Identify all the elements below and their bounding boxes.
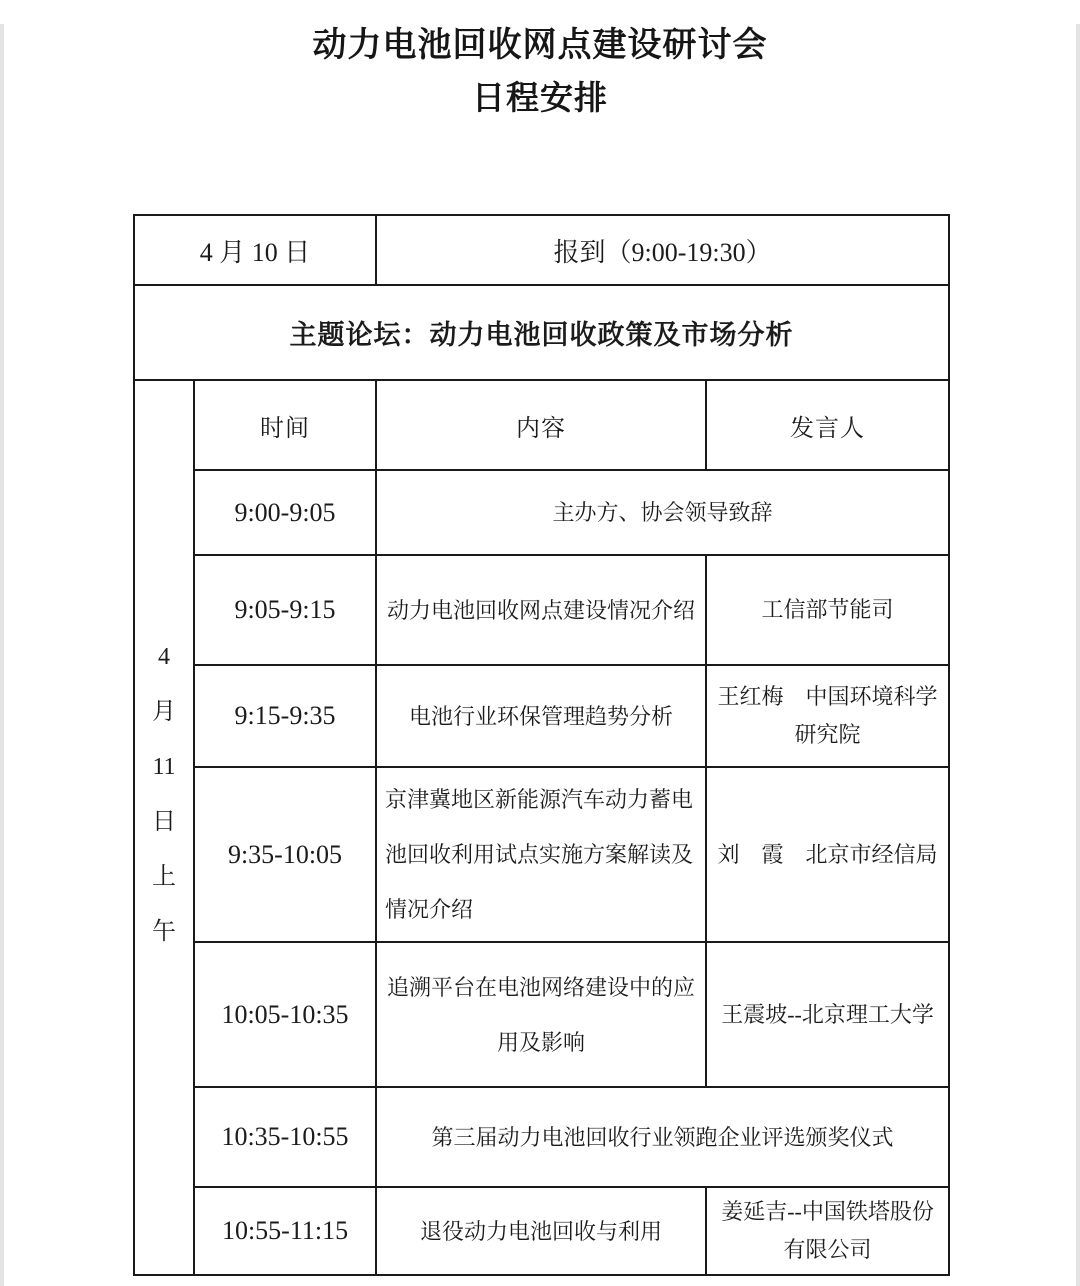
content-cell: 动力电池回收网点建设情况介绍: [376, 555, 706, 665]
vertical-date-char: 4: [158, 643, 170, 670]
speaker-cell: 刘 霞 北京市经信局: [706, 767, 949, 942]
table-row: [134, 942, 949, 1087]
table-row: [134, 1087, 949, 1187]
time-cell: 10:35-10:55: [194, 1087, 376, 1187]
schedule-table: [133, 214, 950, 1276]
table-row: [134, 767, 949, 942]
speaker-cell: 工信部节能司: [706, 555, 949, 665]
forum-title-cell: 主题论坛：动力电池回收政策及市场分析: [134, 285, 949, 380]
document-subtitle: 日程安排: [472, 79, 608, 116]
table-row: [134, 555, 949, 665]
time-cell: 10:55-11:15: [194, 1187, 376, 1275]
vertical-date-cell: [134, 380, 194, 1275]
day1-row: [134, 215, 949, 285]
forum-title-row: [134, 285, 949, 380]
content-cell: 京津冀地区新能源汽车动力蓄电池回收利用试点实施方案解读及情况介绍: [376, 767, 706, 942]
page-edge-right: [1076, 24, 1080, 1286]
vertical-date-char: 上: [152, 863, 176, 890]
vertical-date-stack: [143, 630, 185, 960]
speaker-cell: 姜延吉--中国铁塔股份有限公司: [706, 1187, 949, 1275]
vertical-date-char: 日: [152, 808, 176, 835]
time-cell: 9:35-10:05: [194, 767, 376, 942]
document-page: [0, 24, 1080, 1286]
speaker-cell: 王红梅 中国环境科学研究院: [706, 665, 949, 767]
col-header-time: 时间: [194, 380, 376, 470]
vertical-date-char: 月: [152, 698, 176, 725]
content-cell: 第三届动力电池回收行业领跑企业评选颁奖仪式: [376, 1087, 949, 1187]
day1-event-cell: 报到（9:00-19:30）: [376, 215, 949, 285]
table-row: [134, 665, 949, 767]
time-cell: 9:05-9:15: [194, 555, 376, 665]
content-cell: 主办方、协会领导致辞: [376, 470, 949, 555]
col-header-content: 内容: [376, 380, 706, 470]
time-cell: 10:05-10:35: [194, 942, 376, 1087]
page-edge-left: [0, 24, 4, 1286]
time-cell: 9:00-9:05: [194, 470, 376, 555]
speaker-cell: 王震坡--北京理工大学: [706, 942, 949, 1087]
time-cell: 9:15-9:35: [194, 665, 376, 767]
vertical-date-char: 11: [152, 753, 176, 780]
vertical-date-char: 午: [152, 918, 176, 945]
content-cell: 电池行业环保管理趋势分析: [376, 665, 706, 767]
document-title: 动力电池回收网点建设研讨会: [312, 26, 768, 64]
table-row: [134, 470, 949, 555]
column-header-row: [134, 380, 949, 470]
col-header-speaker: 发言人: [706, 380, 949, 470]
content-cell: 追溯平台在电池网络建设中的应用及影响: [376, 942, 706, 1087]
content-cell: 退役动力电池回收与利用: [376, 1187, 706, 1275]
day1-date-cell: 4 月 10 日: [134, 215, 376, 285]
